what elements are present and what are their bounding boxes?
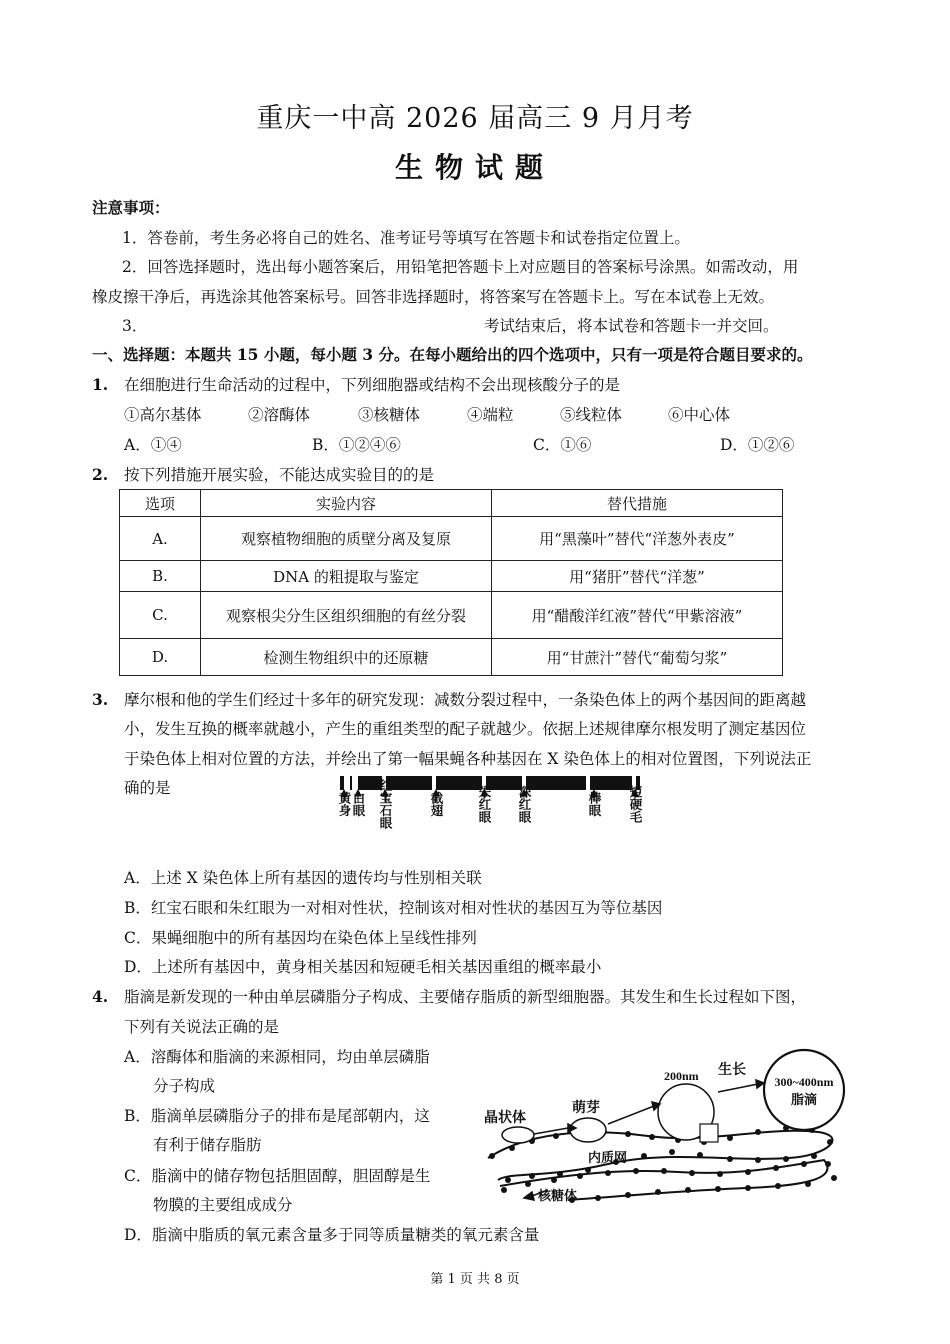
- q3-option-d: D．上述所有基因中，黄身相关基因和短硬毛相关基因重组的概率最小: [124, 958, 602, 976]
- q2-number: 2.: [92, 465, 109, 484]
- page-footer: 第 1 页 共 8 页: [430, 1272, 520, 1287]
- q1-option-c: C．①⑥: [533, 436, 592, 454]
- q4-option-a-cont: 分子构成: [153, 1077, 216, 1095]
- q4-option-d: D．脂滴中脂质的氧元素含量多于同等质量糖类的氧元素含量: [124, 1226, 540, 1244]
- lipid-droplet-figure: [468, 1040, 878, 1212]
- q3-option-c: C．果蝇细胞中的所有基因均在染色体上呈线性排列: [124, 929, 477, 947]
- q2-cell: 用“甘蔗汁”替代“葡萄匀浆”: [492, 639, 783, 676]
- label-grow: 生长: [718, 1063, 746, 1078]
- page-subtitle: 生物试题: [394, 151, 555, 184]
- chromosome-segment: [386, 776, 432, 790]
- notice-item-1: 1．答卷前，考生务必将自己的姓名、准考证号等填写在答题卡和试卷指定位置上。: [122, 229, 690, 247]
- chromosome-segment: [590, 776, 632, 790]
- q2-cell: D.: [120, 639, 201, 676]
- q1-item-4: ④端粒: [467, 406, 514, 424]
- q2-cell: A.: [120, 517, 201, 561]
- q2-header-content: 实验内容: [201, 490, 492, 517]
- q2-cell: DNA 的粗提取与鉴定: [201, 561, 492, 592]
- label-size-200nm: 200nm: [664, 1069, 699, 1083]
- q4-line-1: 脂滴是新发现的一种由单层磷脂分子构成、主要储存脂质的新型细胞器。其发生和生长过程如下图，: [124, 988, 807, 1006]
- label-er: 内质网: [588, 1150, 628, 1165]
- q1-option-b: B．①②④⑥: [312, 436, 401, 454]
- q1-item-1: ①高尔基体: [124, 406, 202, 424]
- q3-option-a: A．上述 X 染色体上所有基因的遗传均与性别相关联: [124, 869, 482, 887]
- q3-option-b: B．红宝石眼和朱红眼为一对相对性状，控制该对相对性状的基因互为等位基因: [124, 899, 663, 917]
- gene-label-carmine-eye: 深红眼: [517, 785, 531, 823]
- q4-option-a: A．溶酶体和脂滴的来源相同，均由单层磷脂: [124, 1048, 430, 1066]
- q3-line-2: 小，发生互换的概率就越小，产生的重组类型的配子就越少。依据上述规律摩尔根发明了测定基因位: [124, 720, 807, 738]
- label-droplet: 脂滴: [790, 1092, 818, 1107]
- q3-line-3: 于染色体上相对位置的方法，并绘出了第一幅果蝇各种基因在 X 染色体上的相对位置图，下列说法正: [124, 750, 812, 768]
- q2-cell: 观察植物细胞的质壁分离及复原: [201, 517, 492, 561]
- q4-option-b-cont: 有利于储存脂肪: [153, 1136, 262, 1154]
- q1-item-6: ⑥中心体: [668, 406, 731, 424]
- bud-shape: [570, 1118, 606, 1142]
- q1-item-5: ⑤线粒体: [560, 406, 623, 424]
- q2-stem: 按下列措施开展实验，不能达成实验目的的是: [124, 466, 435, 484]
- q2-cell: 用“醋酸洋红液”替代“甲紫溶液”: [492, 592, 783, 639]
- q3-number: 3.: [92, 690, 109, 709]
- q2-cell: 观察根尖分生区组织细胞的有丝分裂: [201, 592, 492, 639]
- gene-label-vermilion-eye: 朱红眼: [477, 785, 491, 823]
- q4-line-2: 下列有关说法正确的是: [124, 1018, 280, 1036]
- q1-number: 1.: [92, 375, 109, 394]
- chromosome-map-figure: [330, 770, 650, 865]
- q2-table: [119, 489, 783, 676]
- section-heading: 一、选择题：本题共 15 小题，每小题 3 分。在每小题给出的四个选项中，只有一项是符合题目要求的。: [92, 345, 813, 364]
- table-row: [120, 517, 783, 561]
- er-membrane: [488, 1131, 832, 1180]
- chromosome-segment: [340, 776, 344, 790]
- gene-label-white-eye: 白眼: [351, 791, 365, 817]
- gene-label-yellow-body: 黄身: [337, 791, 351, 817]
- droplet-base-shape: [700, 1124, 718, 1142]
- crystal-lens-shape: [502, 1127, 534, 1143]
- q2-header-option: 选项: [120, 490, 201, 517]
- q2-header-alternative: 替代措施: [492, 490, 783, 517]
- q4-option-c-cont: 物膜的主要组成成分: [153, 1196, 293, 1214]
- q1-item-3: ③核糖体: [358, 406, 421, 424]
- label-ribosome: 核糖体: [538, 1188, 578, 1203]
- large-droplet-shape: [764, 1050, 844, 1130]
- process-arrow: [524, 1192, 534, 1200]
- q4-option-c: C．脂滴中的储存物包括胆固醇，胆固醇是生: [124, 1167, 431, 1185]
- chromosome-segment: [436, 776, 482, 790]
- gene-label-short-bristle: 短硬毛: [628, 785, 642, 823]
- q1-item-2: ②溶酶体: [248, 406, 311, 424]
- notice-heading: 注意事项：: [92, 198, 170, 217]
- label-size-300-400nm: 300~400nm: [774, 1075, 834, 1089]
- notice-item-3-text: 考试结束后，将本试卷和答题卡一并交回。: [484, 317, 779, 335]
- notice-item-3-num: 3．: [122, 317, 148, 335]
- q2-cell: C.: [120, 592, 201, 639]
- q2-cell: B.: [120, 561, 201, 592]
- chromosome-segment: [526, 776, 586, 790]
- table-row: [120, 592, 783, 639]
- q4-number: 4.: [92, 987, 109, 1006]
- label-crystal: 晶状体: [484, 1111, 526, 1126]
- q2-cell: 用“黑藻叶”替代“洋葱外表皮”: [492, 517, 783, 561]
- q4-option-b: B．脂滴单层磷脂分子的排布是尾部朝内，这: [124, 1107, 430, 1125]
- q1-option-a: A．①④: [124, 436, 182, 454]
- page-title: 重庆一中高 2026 届高三 9 月月考: [256, 103, 694, 134]
- notice-item-2-cont: 橡皮擦干净后，再选涂其他答案标号。回答非选择题时，将答案写在答题卡上。写在本试卷上无效。: [92, 288, 775, 306]
- q2-cell: 检测生物组织中的还原糖: [201, 639, 492, 676]
- q3-line-1: 摩尔根和他的学生们经过十多年的研究发现：减数分裂过程中，一条染色体上的两个基因间的距离越: [124, 691, 807, 709]
- process-arrow: [756, 1080, 764, 1088]
- table-row: [120, 639, 783, 676]
- chromosome-segment: [350, 776, 352, 790]
- table-row: [120, 561, 783, 592]
- gene-label-ruby-eye: 红宝石眼: [378, 779, 392, 829]
- gene-label-bar-eye: 棒眼: [587, 791, 601, 817]
- q2-cell: 用“猪肝”替代“洋葱”: [492, 561, 783, 592]
- notice-item-2: 2．回答选择题时，选出每小题答案后，用铅笔把答题卡上对应题目的答案标号涂黑。如需改动，用: [122, 258, 799, 276]
- label-bud: 萌芽: [572, 1101, 600, 1116]
- q3-line-4: 确的是: [124, 779, 171, 797]
- q1-option-d: D．①②⑥: [720, 436, 795, 454]
- q1-stem: 在细胞进行生命活动的过程中，下列细胞器或结构不会出现核酸分子的是: [124, 376, 621, 394]
- gene-label-cut-wing: 截翅: [429, 791, 443, 817]
